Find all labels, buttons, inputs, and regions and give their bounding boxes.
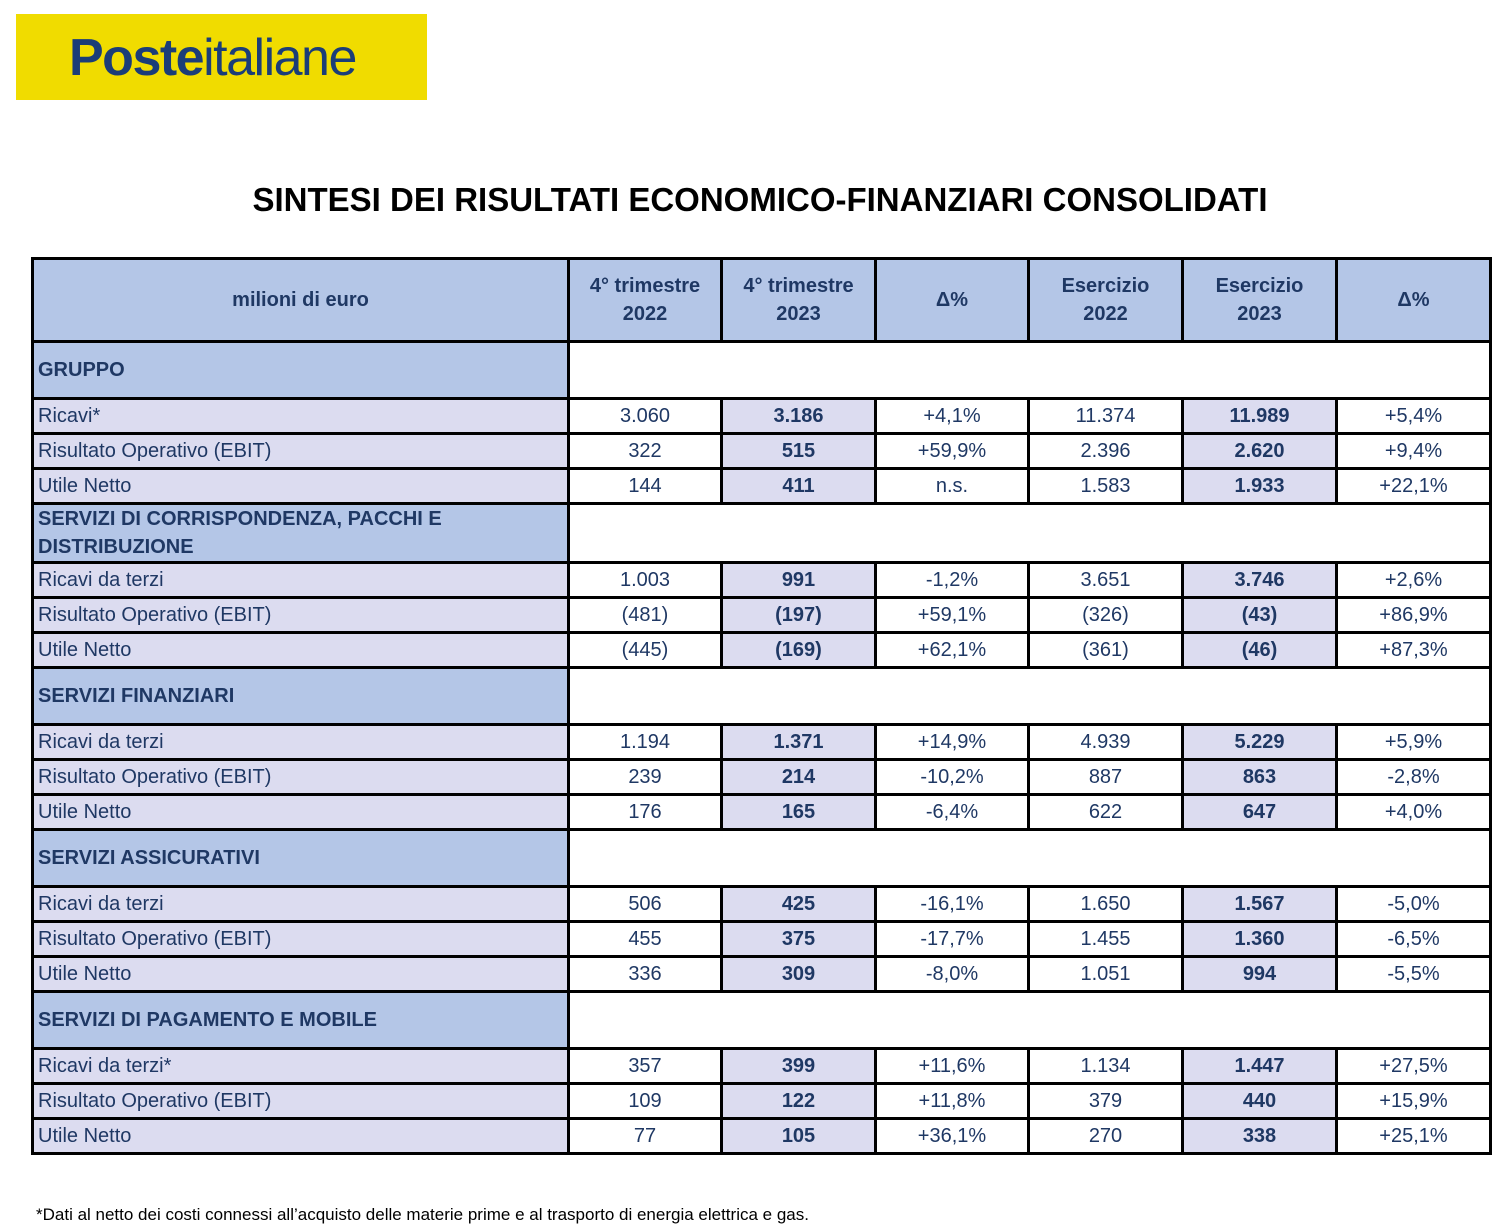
table-cell: 1.933: [1183, 469, 1337, 504]
row-label: Risultato Operativo (EBIT): [33, 922, 569, 957]
table-row: [33, 434, 1491, 469]
table-cell: 1.194: [569, 725, 722, 760]
table-cell: 214: [722, 760, 876, 795]
table-row: [33, 725, 1491, 760]
table-cell: 455: [569, 922, 722, 957]
row-label: Risultato Operativo (EBIT): [33, 434, 569, 469]
table-cell: +59,1%: [876, 598, 1029, 633]
table-cell: 1.567: [1183, 887, 1337, 922]
table-cell: +11,8%: [876, 1084, 1029, 1119]
table-cell: 3.186: [722, 399, 876, 434]
row-label: Utile Netto: [33, 957, 569, 992]
table-row: [33, 887, 1491, 922]
section-blank-cell: [569, 668, 1491, 725]
table-cell: +5,9%: [1337, 725, 1491, 760]
table-cell: 1.447: [1183, 1049, 1337, 1084]
row-label: Risultato Operativo (EBIT): [33, 1084, 569, 1119]
table-cell: -10,2%: [876, 760, 1029, 795]
table-cell: n.s.: [876, 469, 1029, 504]
table-body: [33, 342, 1491, 1154]
table-cell: 144: [569, 469, 722, 504]
table-cell: -6,4%: [876, 795, 1029, 830]
table-cell: 399: [722, 1049, 876, 1084]
section-title: GRUPPO: [33, 342, 569, 399]
table-cell: 3.060: [569, 399, 722, 434]
table-row: [33, 1049, 1491, 1084]
table-row: [33, 633, 1491, 668]
table-cell: +62,1%: [876, 633, 1029, 668]
column-header: 4° trimestre 2022: [569, 259, 722, 342]
table-cell: 11.374: [1029, 399, 1183, 434]
table-cell: 887: [1029, 760, 1183, 795]
table-cell: 2.620: [1183, 434, 1337, 469]
table-cell: 863: [1183, 760, 1337, 795]
table-cell: -6,5%: [1337, 922, 1491, 957]
table-cell: 506: [569, 887, 722, 922]
table-cell: -17,7%: [876, 922, 1029, 957]
table-row: [33, 1084, 1491, 1119]
table-cell: 3.746: [1183, 563, 1337, 598]
row-label: Ricavi da terzi: [33, 725, 569, 760]
logo-regular-part: italiane: [203, 29, 356, 87]
table-row: [33, 795, 1491, 830]
table-row: [33, 563, 1491, 598]
column-header: Esercizio 2023: [1183, 259, 1337, 342]
section-row: [33, 668, 1491, 725]
posteitaliane-logo: [16, 14, 427, 100]
table-cell: 309: [722, 957, 876, 992]
table-cell: +4,0%: [1337, 795, 1491, 830]
table-cell: (326): [1029, 598, 1183, 633]
table-cell: +27,5%: [1337, 1049, 1491, 1084]
section-title: SERVIZI ASSICURATIVI: [33, 830, 569, 887]
table-cell: (46): [1183, 633, 1337, 668]
table-cell: 1.003: [569, 563, 722, 598]
table-cell: -16,1%: [876, 887, 1029, 922]
table-row: [33, 598, 1491, 633]
section-title: SERVIZI DI PAGAMENTO E MOBILE: [33, 992, 569, 1049]
column-header: Δ%: [876, 259, 1029, 342]
table-cell: 357: [569, 1049, 722, 1084]
table-cell: -1,2%: [876, 563, 1029, 598]
table-cell: 1.583: [1029, 469, 1183, 504]
row-label: Ricavi da terzi: [33, 887, 569, 922]
table-cell: +36,1%: [876, 1119, 1029, 1154]
table-cell: -2,8%: [1337, 760, 1491, 795]
table-cell: +86,9%: [1337, 598, 1491, 633]
table-cell: 1.134: [1029, 1049, 1183, 1084]
row-label: Utile Netto: [33, 795, 569, 830]
table-cell: 11.989: [1183, 399, 1337, 434]
table-cell: 176: [569, 795, 722, 830]
row-label: Risultato Operativo (EBIT): [33, 598, 569, 633]
table-cell: 411: [722, 469, 876, 504]
table-cell: 105: [722, 1119, 876, 1154]
column-header: Δ%: [1337, 259, 1491, 342]
table-cell: (481): [569, 598, 722, 633]
column-header: Esercizio 2022: [1029, 259, 1183, 342]
table-cell: 379: [1029, 1084, 1183, 1119]
row-label: Utile Netto: [33, 633, 569, 668]
table-cell: (197): [722, 598, 876, 633]
table-cell: +15,9%: [1337, 1084, 1491, 1119]
table-cell: 375: [722, 922, 876, 957]
table-cell: +4,1%: [876, 399, 1029, 434]
table-cell: 5.229: [1183, 725, 1337, 760]
section-blank-cell: [569, 992, 1491, 1049]
table-cell: 1.371: [722, 725, 876, 760]
table-cell: +11,6%: [876, 1049, 1029, 1084]
table-cell: 440: [1183, 1084, 1337, 1119]
table-row: [33, 760, 1491, 795]
table-cell: 338: [1183, 1119, 1337, 1154]
section-row: [33, 504, 1491, 563]
table-cell: 994: [1183, 957, 1337, 992]
table-row: [33, 469, 1491, 504]
table-cell: (43): [1183, 598, 1337, 633]
table-cell: +59,9%: [876, 434, 1029, 469]
table-cell: 1.650: [1029, 887, 1183, 922]
table-cell: 515: [722, 434, 876, 469]
table-cell: 3.651: [1029, 563, 1183, 598]
table-cell: -5,0%: [1337, 887, 1491, 922]
section-row: [33, 342, 1491, 399]
table-cell: (445): [569, 633, 722, 668]
table-cell: 4.939: [1029, 725, 1183, 760]
logo-bold-part: Poste: [69, 29, 204, 87]
table-cell: 270: [1029, 1119, 1183, 1154]
row-label: Ricavi da terzi*: [33, 1049, 569, 1084]
table-cell: -5,5%: [1337, 957, 1491, 992]
table-cell: 1.051: [1029, 957, 1183, 992]
table-cell: (361): [1029, 633, 1183, 668]
section-blank-cell: [569, 504, 1491, 563]
table-header-row: [33, 259, 1491, 342]
table-cell: +22,1%: [1337, 469, 1491, 504]
section-blank-cell: [569, 342, 1491, 399]
table-cell: 336: [569, 957, 722, 992]
results-table: [31, 257, 1492, 1155]
table-cell: 991: [722, 563, 876, 598]
table-cell: +87,3%: [1337, 633, 1491, 668]
table-cell: 109: [569, 1084, 722, 1119]
table-cell: 1.360: [1183, 922, 1337, 957]
table-cell: +9,4%: [1337, 434, 1491, 469]
column-header: milioni di euro: [33, 259, 569, 342]
table-cell: 322: [569, 434, 722, 469]
row-label: Risultato Operativo (EBIT): [33, 760, 569, 795]
table-row: [33, 922, 1491, 957]
table-row: [33, 399, 1491, 434]
logo-wordmark: [69, 30, 356, 86]
table-cell: 165: [722, 795, 876, 830]
table-cell: 77: [569, 1119, 722, 1154]
section-row: [33, 830, 1491, 887]
table-cell: +5,4%: [1337, 399, 1491, 434]
table-cell: -8,0%: [876, 957, 1029, 992]
section-row: [33, 992, 1491, 1049]
table-cell: +25,1%: [1337, 1119, 1491, 1154]
table-cell: 622: [1029, 795, 1183, 830]
table-cell: 647: [1183, 795, 1337, 830]
table-cell: 239: [569, 760, 722, 795]
table-cell: +14,9%: [876, 725, 1029, 760]
table-cell: 1.455: [1029, 922, 1183, 957]
column-header: 4° trimestre 2023: [722, 259, 876, 342]
table-cell: 425: [722, 887, 876, 922]
table-cell: 2.396: [1029, 434, 1183, 469]
row-label: Utile Netto: [33, 469, 569, 504]
table-row: [33, 957, 1491, 992]
row-label: Ricavi da terzi: [33, 563, 569, 598]
section-title: SERVIZI DI CORRISPONDENZA, PACCHI E DISTRIBUZIONE: [33, 504, 569, 563]
row-label: Utile Netto: [33, 1119, 569, 1154]
section-title: SERVIZI FINANZIARI: [33, 668, 569, 725]
page-title: SINTESI DEI RISULTATI ECONOMICO-FINANZIARI CONSOLIDATI: [252, 181, 1268, 218]
table-cell: (169): [722, 633, 876, 668]
section-blank-cell: [569, 830, 1491, 887]
table-row: [33, 1119, 1491, 1154]
table-cell: +2,6%: [1337, 563, 1491, 598]
table-cell: 122: [722, 1084, 876, 1119]
row-label: Ricavi*: [33, 399, 569, 434]
footnote: *Dati al netto dei costi connessi all’acquisto delle materie prime e al trasporto di energia elettrica e gas.: [36, 1205, 809, 1224]
